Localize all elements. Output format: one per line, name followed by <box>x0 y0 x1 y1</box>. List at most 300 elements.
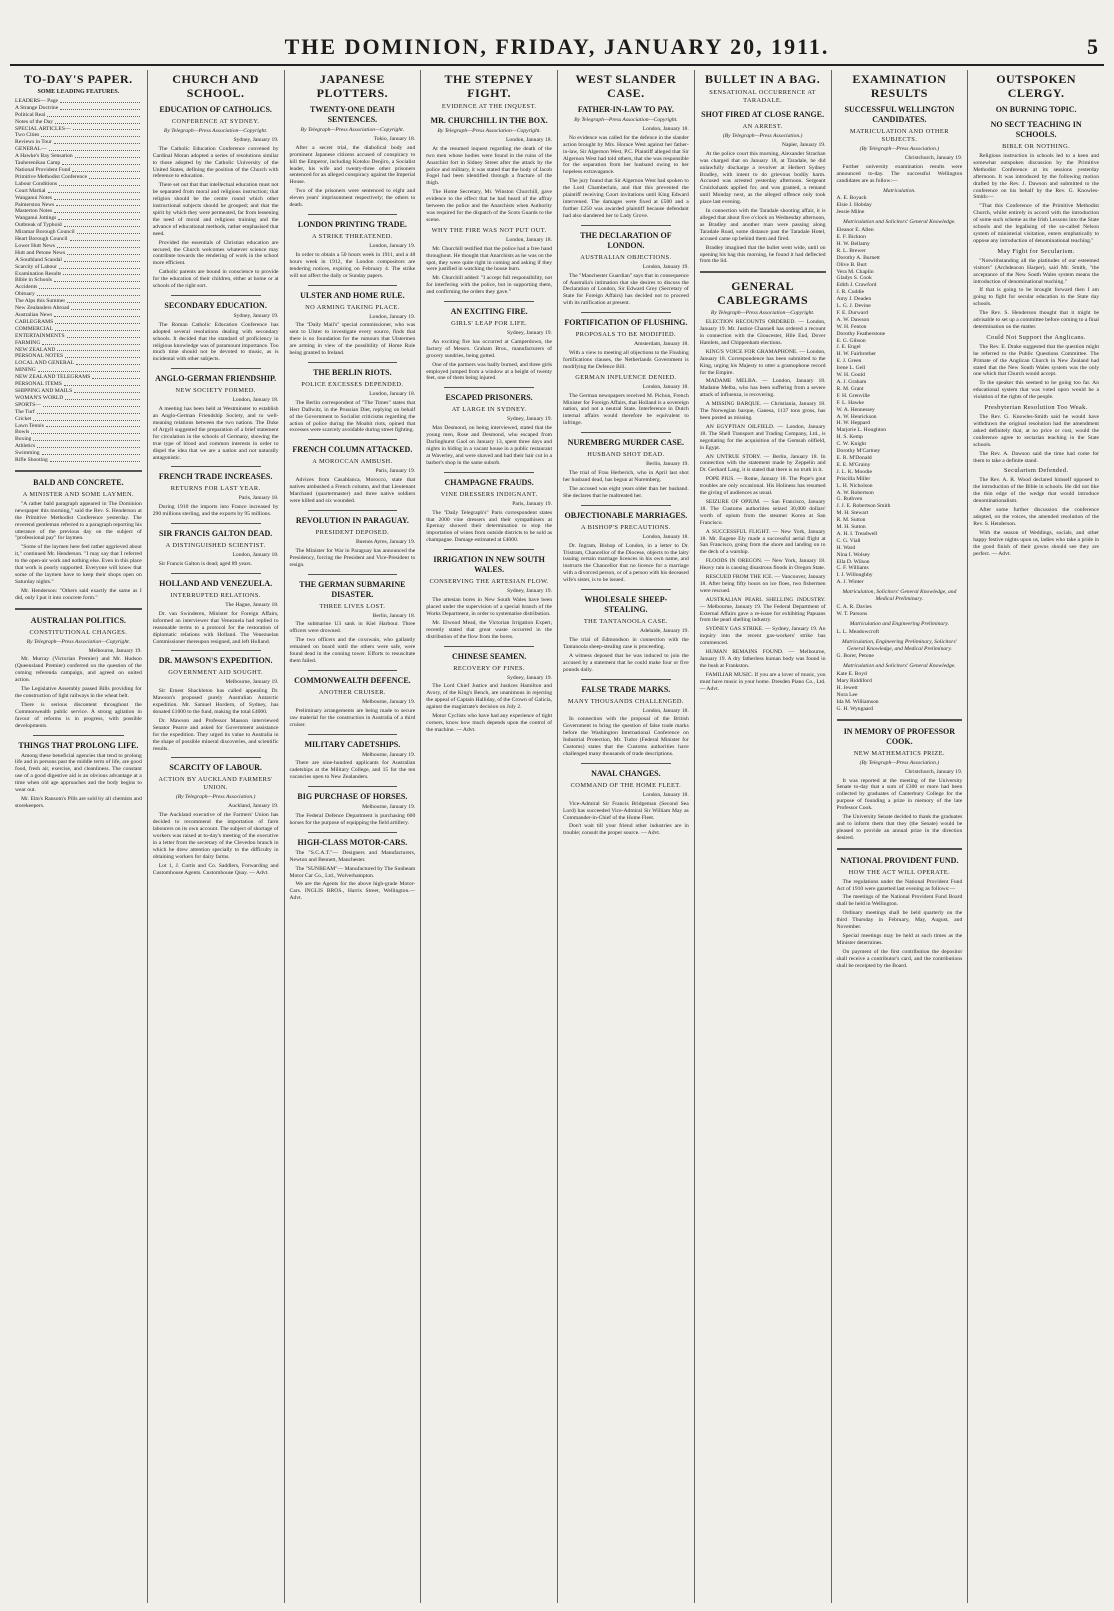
article-subhead: RETURNS FOR LAST YEAR. <box>170 485 261 493</box>
candidate-name: J. R. Cuddie <box>836 289 865 296</box>
article-subhead: NEW MATHEMATICS PRIZE. <box>853 749 945 757</box>
paragraph: One of the partners was badly burned, and three girls employed jumped from a window at a height of twenty feet, one of them being injured. <box>426 361 552 382</box>
masthead <box>10 30 1104 66</box>
paragraph: "That this Conference of the Primitive Methodist Church, whilst entirely in accord with the introduction of some such scheme as the Irish Lessons into the State schools and the legalising of the so-called Nelson system of ministerial visitation, enters emphatically to oppose any introduction of denominational teaching." <box>973 203 1099 244</box>
toc-item <box>15 119 142 126</box>
byline: By Telegraph—Press Association—Copyright. <box>574 117 678 123</box>
article-headline: NAVAL CHANGES. <box>591 768 661 778</box>
toc-item-label: New Zealanders Abroad <box>15 305 70 312</box>
paragraph: Mr. Churchill testified that the police had a free hand throughout. He thought that Anarchists as he was on the spot, they were quite right in coming and asking if they were justified in watching the house burn. <box>426 245 552 273</box>
divider <box>308 214 398 215</box>
cablegram-item: RESCUED FROM THE ICE. — Vancouver, January 18. After being fifty hours on ice floes, two fishermen were rescued. <box>699 574 826 594</box>
candidate-name: A. J. Graham <box>836 379 867 385</box>
paragraph: Advices from Casablanca, Morocco, state that natives ambushed a French column, and that Lieutenant Marchand (quartermaster) and three native soldiers were killed and six wounded. <box>289 477 416 504</box>
toc-item-label: LEADERS— Page <box>15 97 59 104</box>
toc-item-label: A Southland Scandal <box>15 256 62 263</box>
candidate-name: C. W. Knight <box>836 441 867 448</box>
article-subhead: HUSBAND SHOT DEAD. <box>587 451 665 459</box>
article-headline: BALD AND CONCRETE. <box>33 477 124 487</box>
toc-leader-dots <box>54 312 139 317</box>
column-outspoken-clergy <box>967 70 1104 1603</box>
toc-item <box>15 153 142 160</box>
toc-item-label: Wanganui Notes <box>15 194 52 201</box>
candidate-name: C. G. Viall <box>836 537 861 544</box>
toc-leader-dots <box>31 429 139 434</box>
toc-item-label: Reviews in Tour <box>15 139 52 146</box>
candidate-name: Nora Lee <box>836 691 858 698</box>
candidate-name: M. H. Sutton <box>836 524 866 531</box>
divider <box>444 549 534 550</box>
candidate-name: H. S. Kemp <box>836 434 863 441</box>
paragraph: Vice-Admiral Sir Francis Bridgeman (Second Sea Lord) has succeeded Vice-Admiral Sir William May as Commander-in-Chief of the Home Fleet. <box>563 800 689 821</box>
article-headline: MILITARY CADETSHIPS. <box>304 739 401 749</box>
toc-leader-dots <box>60 98 140 103</box>
toc-item-label: Accidents <box>15 284 38 291</box>
toc-item-label: Notes of the Day <box>15 118 54 125</box>
candidate-name: Mary Riddiford <box>836 678 872 685</box>
toc-item <box>15 353 142 360</box>
toc-item-label: Bible in Schools <box>15 277 52 284</box>
toc-item <box>15 250 142 257</box>
candidate-name: C. A. R. Davies <box>836 604 872 610</box>
toc-leader-dots <box>64 257 140 262</box>
cablegram-item: A SUCCESSFUL FLIGHT. — New York, January 18. Mr. Eugene Ely made a successful aerial flight at San Francisco, going from the shore and landing on to the deck of a warship. <box>699 528 826 556</box>
article-headline: AUSTRALIAN POLITICS. <box>30 615 126 625</box>
divider <box>308 832 398 833</box>
paragraph: The Rev. A. R. Wood declared himself opposed to the introduction of the Bible in schools. He did not like the thin edge of the wedge that would introduce denominationalism. <box>973 477 1099 505</box>
article-headline: SIR FRANCIS GALTON DEAD. <box>158 529 273 539</box>
toc-item <box>15 340 142 347</box>
results-group-label: Matriculation. <box>883 187 916 194</box>
divider <box>308 285 398 286</box>
toc-item-label: PERSONAL NOTES <box>15 353 64 360</box>
toc-item-label: Political Real <box>15 111 46 118</box>
article-headline: TWENTY-ONE DEATH SENTENCES. <box>310 105 395 124</box>
divider <box>33 735 124 736</box>
dateline: London, January 18. <box>642 125 689 132</box>
candidate-name: Jessie Milne <box>836 209 865 216</box>
toc-leader-dots <box>55 319 140 324</box>
toc-item-label: SPECIAL ARTICLES— <box>15 125 71 132</box>
paragraph: A witness deposed that he was induced to join the accused by a statement that he could make four or five pounds daily. <box>563 652 689 673</box>
toc-item-label: Miramar Borough Council <box>15 229 75 236</box>
toc-leader-dots <box>64 381 140 386</box>
paragraph: There is serious discontent throughout the Commonwealth public service. A strong agitation in favour of reforms is in progress, with possible developments. <box>15 701 142 729</box>
candidate-name: W. H. Gould <box>836 372 865 379</box>
paragraph: The University Senate decided to thank the graduates and to inform them that they (the Senate) would be pleased to provide an annual prize in the direction desired. <box>836 814 963 841</box>
dateline: Sydney, January 19. <box>506 416 552 423</box>
article-headline: WHOLESALE SHEEP-STEALING. <box>584 595 668 615</box>
toc-item <box>15 181 142 188</box>
divider <box>700 271 826 273</box>
paragraph: The Rev. S. Henderson thought that it might be advisable to set up a committee before coming to a final determination on the matter. <box>973 310 1099 330</box>
paragraph: The Legislative Assembly passed Bills providing for the construction of light railways in the wheat belt. <box>15 686 142 699</box>
paragraph: The submarine U3 sank in Kiel Harbour. Three officers were drowned. <box>289 621 416 635</box>
paragraph: The German newspapers received M. Pichon, French Minister for Foreign Affairs, that Holland is a sovereign nation, and not a neutral State. Interference in Dutch internal affairs would therefore be equivalent to infringe. <box>563 392 689 427</box>
toc-leader-dots <box>62 160 140 165</box>
columns <box>10 70 1104 1603</box>
article-subhead: BIBLE OR NOTHING. <box>1002 143 1071 150</box>
column-examination-results <box>831 70 968 1603</box>
toc-item-label: Masterton Notes <box>15 208 53 215</box>
results-group-label: Matriculation and Solicitors' General Knowledge. <box>843 219 956 226</box>
paragraph: The trial of Edmondson in connection with the Tantanoola sheep-stealing case is proceeding. <box>563 636 689 650</box>
toc-item-label: GENERAL— <box>15 146 47 153</box>
toc-item-label: A Hawke's Bay Sensation <box>15 153 73 160</box>
paragraph: The meetings of the National Provident Fund Board shall be held in Wellington. <box>836 894 963 908</box>
candidate-name: F. E. Durward <box>836 309 869 316</box>
toc-item-label: Heart Borough Council <box>15 236 68 243</box>
toc-leader-dots <box>72 167 139 172</box>
toc-leader-dots <box>75 153 140 158</box>
article-subhead: HOW THE ACT WILL OPERATE. <box>848 868 951 876</box>
article-headline: FATHER-IN-LAW TO PAY. <box>577 105 674 114</box>
toc-item-label: Outbreak of Typhoid <box>15 222 62 229</box>
toc-item-label: Australian News <box>15 312 53 318</box>
article-subhead: NEW SOCIETY FORMED. <box>175 387 256 395</box>
article-subhead: Could Not Support the Anglicans. <box>986 333 1086 341</box>
cablegram-item: SYDNEY GAS STRIKE. — Sydney, January 19. An inquiry into the recent gas-workers' strike has commenced. <box>699 626 826 647</box>
toc-item <box>15 229 142 236</box>
column-title: WEST SLANDER CASE. <box>575 72 677 100</box>
divider <box>308 510 398 511</box>
toc-item-label: MINING <box>15 367 36 374</box>
article-subhead: May Fight for Secularism. <box>997 247 1075 255</box>
divider <box>171 368 261 369</box>
toc-leader-dots <box>54 195 140 200</box>
dateline: Melbourne, January 19. <box>88 647 142 654</box>
toc-leader-dots <box>73 126 140 131</box>
toc-item <box>15 374 142 381</box>
paragraph: The Berlin correspondent of "The Times" states that Herr Dallwitz, in the Prussian Diet, replying on behalf of the Government to Socialist criticisms regarding the action of police during the Moabit riots, opined that excesses were scarcely avoidable during street fighting. <box>289 399 416 434</box>
toc-item <box>15 146 142 153</box>
candidate-name: G. Ruthven <box>836 496 863 503</box>
candidate-name: G. H. Wyngaard <box>836 705 874 712</box>
dateline: Sydney, January 19. <box>506 588 552 595</box>
dateline: London, January 19. <box>369 313 416 320</box>
cablegram-item: AN UNTRUE STORY. — Berlin, January 18. In connection with the statement made by Zeppelin and Dr. Gerhard Lang, it is stated that there is no truth in it. <box>699 453 826 474</box>
article-subhead: A BISHOP'S PRECAUTIONS. <box>581 523 671 531</box>
paragraph: The Catholic Education Conference convened by Cardinal Moran adopted a series of resolutions similar to those adopted by the Catholic University of the United States, defining the position of the Church with reference to education. <box>152 145 279 180</box>
article-headline: CHINESE SEAMEN. <box>452 651 527 661</box>
toc-leader-dots <box>54 139 140 144</box>
toc-leader-dots <box>41 132 139 137</box>
divider <box>444 472 534 473</box>
paragraph: Ordinary meetings shall be held quarterly on the third Thursday in February, May, August, and November. <box>836 910 963 931</box>
paragraph: No evidence was called for the defence in the slander action brought by Mrs. Horace West against her father-in-law, Sir Algernon West, P.C. Plaintiff alleged that Sir Algernon West had told others, that she was responsible for the separation from her husband owing to her hopeless extravagance. <box>563 134 689 176</box>
column-title: THE STEPNEY FIGHT. <box>444 72 534 100</box>
toc-item-label: Lower Hutt News <box>15 242 56 249</box>
dateline: Christchurch, January 19. <box>904 154 963 161</box>
toc-item <box>15 416 142 423</box>
toc-leader-dots <box>76 360 140 365</box>
article-headline: SUCCESSFUL WELLINGTON CANDIDATES. <box>844 105 955 124</box>
dateline: London, January 18. <box>369 390 416 397</box>
article-headline: FRENCH COLUMN ATTACKED. <box>292 445 413 455</box>
paragraph: The jury found that Sir Algernon West had spoken to the Lord Chamberlain, and that this prevented the plaintiff receiving Court invitations until King Edward intervened. The damages were fixed at £500 and a further £250 was awarded plaintiff because defendant had also slandered her to Lady Grove. <box>563 178 689 219</box>
cablegram-item: ELECTION RECOUNTS ORDERED. — London, January 19. Mr. Justice Channell has ordered a recount in connection with the Gloucester, Hile End, Dover Hamlets, and Chippenham elections. <box>699 319 826 346</box>
article-headline: ESCAPED PRISONERS. <box>445 393 533 403</box>
toc-item-label: Court Martial <box>15 187 46 194</box>
paragraph: Provided the essentials of Christian education are secured, the Church welcomes whatever science may contribute towards the rendering of work in the school more efficient. <box>152 239 279 267</box>
cablegram-item: A MISSING BARQUE. — Christiania, January 18. The Norwegian barque, Ganesa, 1137 tons gross, has been posted as missing. <box>699 401 826 421</box>
column-church-and-school <box>147 70 284 1603</box>
divider <box>581 312 671 313</box>
paragraph: Don't wait till your friend other industries are in trouble; consult the proper source. — Advt. <box>563 823 689 837</box>
dateline: Sydney, January 19. <box>506 330 552 337</box>
column-title: CHURCH AND SCHOOL. <box>172 72 259 100</box>
toc-leader-dots <box>92 374 139 379</box>
candidate-name: C. F. Williams <box>836 565 869 572</box>
article-headline: BIG PURCHASE OF HORSES. <box>297 792 408 802</box>
toc-leader-dots <box>33 416 139 421</box>
toc-item-label: Palmerston News <box>15 201 55 208</box>
column-west-slander-case <box>557 70 694 1603</box>
toc-leader-dots <box>55 119 140 124</box>
column-title: JAPANESE PLOTTERS. <box>316 72 389 100</box>
article-headline: LONDON PRINTING TRADE. <box>297 219 407 229</box>
toc-item <box>15 319 142 326</box>
byline: (By Telegraph—Press Association.) <box>859 146 940 152</box>
toc-leader-dots <box>64 222 140 227</box>
toc-heading: SOME LEADING FEATURES. <box>37 89 120 95</box>
candidate-name: M. H. Stewart <box>836 510 869 517</box>
dateline: Paris, January 18. <box>238 495 279 502</box>
toc-item-label: CABLEGRAMS <box>15 318 54 325</box>
candidate-name: E. J. Green <box>836 358 862 365</box>
toc-item <box>15 423 142 430</box>
divider <box>581 679 671 680</box>
toc-leader-dots <box>77 229 140 234</box>
toc-item-label: SHIPPING AND MAILS <box>15 387 73 394</box>
toc-item-label: Obituary <box>15 291 35 298</box>
candidate-name: E. R. M'Donald <box>836 454 872 461</box>
toc-item <box>15 312 142 319</box>
toc-item <box>15 360 142 367</box>
divider <box>308 786 398 787</box>
toc-item <box>15 271 142 278</box>
article-headline: SHOT FIRED AT CLOSE RANGE. <box>701 110 825 119</box>
article-subhead: COMMAND OF THE HOME FLEET. <box>570 781 682 789</box>
article-headline: SECONDARY EDUCATION. <box>164 300 267 310</box>
column-title: EXAMINATION RESULTS <box>852 72 947 100</box>
paragraph: The regulations under the National Provident Fund Act of 1910 were gazetted last evening as follows:— <box>836 878 963 892</box>
divider <box>581 763 671 764</box>
paragraph: "Notwithstanding all the platitudes of our esteemed visitors" (Archdeacon Harper), said Mr. Smith, "the acceptance of the New South Wales system means the introduction of denominational teaching." <box>973 257 1099 285</box>
toc-item-label: Athletics <box>15 443 36 450</box>
byline: By Telegraph—Press Association—Copyright. <box>300 127 405 133</box>
byline: By Telegraph—Press Association—Copyright. <box>437 128 541 134</box>
paragraph: Sir Ernest Shackleton has called appealing Dr. Mawson's proposed purely Australian Antarctic expedition. Mr. Samuel Hordern, of Sydney, has donated £1000 to the fund, making the total £4000. <box>152 688 279 716</box>
article-headline: MR. CHURCHILL IN THE BOX. <box>430 116 548 125</box>
toc-item-label: Tauherenikau Camp <box>15 160 61 167</box>
paragraph: Religious instruction in schools led to a keen and somewhat outspoken discussion by the Primitive Methodist Conference at its sessions yesterday afternoon. It was introduced by the following motion drafted by the Rev. J. Dawson and submitted to the conference on his behalf by the Rev. G. Knowles-Smith:— <box>973 153 1099 201</box>
article-subhead: AUSTRALIAN OBJECTIONS. <box>580 253 672 261</box>
paragraph: Motor Cyclists who have had any experience of tight corners, know how much depends upon the control of the machine. — Advt. <box>426 713 552 733</box>
toc-item-label: A Strange Doctrine <box>15 104 59 111</box>
paragraph: Catholic parents are bound in conscience to provide for the education of their children, either at home or at schools of the right sort. <box>152 269 279 290</box>
toc-leader-dots <box>67 298 140 303</box>
article-headline: THE BERLIN RIOTS. <box>313 367 392 377</box>
toc-item <box>15 450 142 457</box>
article-headline: HOLLAND AND VENEZUELA. <box>159 578 273 588</box>
paragraph: On payment of the first contribution the depositor shall receive a contributor's card, and the contributions shall be receipted by the Board. <box>836 948 963 969</box>
candidate-name: A. W. Henrickson <box>836 413 877 420</box>
candidate-name: H. W. Fairbrother <box>836 351 876 358</box>
toc-leader-dots <box>63 271 139 276</box>
article-subhead: Secularism Defended. <box>1003 467 1069 475</box>
dateline: Paris, January 19. <box>512 500 552 507</box>
cablegram-item: FAMILIAR MUSIC. If you are a lover of music, you must have music in your home. Dresden Piano Co., Ltd. — Advt. <box>699 671 826 692</box>
toc-item-label: Bowls <box>15 429 30 436</box>
toc-item <box>15 277 142 284</box>
toc-leader-dots <box>37 443 140 448</box>
article-subhead: INTERRUPTED RELATIONS. <box>170 591 261 599</box>
divider <box>15 470 142 472</box>
dateline: Sydney, January 19. <box>506 674 552 681</box>
toc-leader-dots <box>60 105 140 110</box>
candidate-name: L. H. Nicholson <box>836 482 873 489</box>
toc-item <box>15 381 142 388</box>
divider <box>171 295 261 296</box>
dateline: Auckland, January 19. <box>228 803 279 810</box>
dateline: London, January 18. <box>506 136 552 143</box>
divider <box>171 573 261 574</box>
paragraph: The artesian bores in New South Wales have been placed under the supervision of a special branch of the Works Department, in order to systematise distribution. <box>426 597 552 617</box>
toc-item <box>15 291 142 298</box>
toc-item-label: The Alps this Summer <box>15 298 66 305</box>
toc-item <box>15 215 142 222</box>
dateline: Melbourne, January 19. <box>362 751 416 758</box>
candidate-name: Dorothy Featherstone <box>836 330 886 337</box>
dateline: Sydney, January 19. <box>233 312 279 319</box>
paragraph: The Lord Chief Justice and Justices Hamilton and Avory, of the King's Bench, are unanimous in rejecting the appeal of Captain Halliday, of the Crown of Galicia, against the magistrate's decision on July 2. <box>426 683 552 711</box>
toc-leader-dots <box>67 250 140 255</box>
paragraph: Special meetings may be held at such times as the Minister determines. <box>836 933 963 946</box>
toc-leader-dots <box>54 208 140 213</box>
candidate-name: Edith J. Crawford <box>836 282 877 289</box>
candidate-name: Gladys S. Cook <box>836 275 872 282</box>
article-subhead: RECOVERY OF FINES. <box>453 664 526 672</box>
candidate-name: L. G. J. Devine <box>836 303 871 310</box>
toc-item <box>15 222 142 229</box>
toc-item <box>15 174 142 181</box>
toc-item-label: Examination Results <box>15 270 62 277</box>
cablegram-list <box>700 319 826 692</box>
toc-item <box>15 284 142 291</box>
toc-item <box>15 305 142 312</box>
toc-leader-dots <box>59 181 140 186</box>
paragraph: A meeting has been held at Westminster to establish an Anglo-German Friendship Society, and to well-meaning relations between the two nations. The Duke of Argyll suggested the preparation of a brief statement for circulation in the schools of Germany, showing the true type of blood and common interests in order to dispel the idea that we are a nation and not naturally antagonistic. <box>152 406 279 461</box>
paragraph: The Home Secretary, Mr. Winston Churchill, gave evidence to the effect that he had heard of the affray between the police and the Anarchists when Authority was required for the dispatch of the Scots Guards to the scene. <box>426 189 552 223</box>
candidate-name: Ida M. Williamson <box>836 698 879 705</box>
article-subhead: SENSATIONAL OCCURRENCE AT TARADALE. <box>709 89 816 104</box>
divider <box>171 650 261 651</box>
paragraph: Max Desmond, on being interviewed, stated that the young men, Rose and Desmond, who escaped from Darlinghurst Gaol on January 13, spent three days and nights in hiding in a vacant house in a public restaurant at Waverley, and were shaved and had their hair cut in a barber's shop in the same suburb. <box>426 425 552 466</box>
paragraph: Lot 1, J. Curtis and Co. Saddlers, Forwarding and Customhouse Agents. Customhouse Quay. — Advt. <box>152 862 279 876</box>
paragraph: Bradley imagined that the bullet went wide, until on opening his bag this morning, he found it had deflected from the lid. <box>699 244 826 265</box>
paragraph: The "Daily Telegraph's" Paris correspondent states that 2000 vine dressers and their sympathisers at Epernay showed their determination to stop the importation of wines from outside districts to be sold as champagne. Damage estimated at £4000. <box>426 509 552 544</box>
toc-item <box>15 402 142 409</box>
byline: (By Telegraph—Press Association.) <box>859 759 940 766</box>
article-subhead: Presbyterian Resolution Too Weak. <box>984 404 1088 412</box>
paragraph: With a view to meeting all objections to the Flushing fortifications clauses, the Netherlands Government is modifying the Defence Bill. <box>563 350 689 370</box>
toc-leader-dots <box>46 423 140 428</box>
dateline: Adelaide, January 19. <box>639 628 689 635</box>
toc-item <box>15 395 142 402</box>
candidate-name: Olive B. Burt <box>836 261 867 268</box>
paragraph: Sir Francis Galton is dead; aged 89 years. <box>158 561 252 568</box>
toc-item-label: Rifle Shooting <box>15 457 48 464</box>
toc-item <box>15 139 142 146</box>
paragraph: Preliminary arrangements are being made to secure raw material for the construction in Australia of a third cruiser. <box>289 707 416 728</box>
article-body <box>15 501 142 602</box>
candidate-name: Elsie J. Hobday <box>836 202 872 209</box>
divider <box>308 362 398 363</box>
toc-item-label: SPORTS— <box>15 401 41 408</box>
article-headline: ON BURNING TOPIC. <box>995 105 1077 114</box>
candidate-name: J. L. K. Moodie <box>836 468 872 475</box>
toc-leader-dots <box>37 409 140 414</box>
toc-leader-dots <box>50 457 140 462</box>
dateline: Melbourne, January 19. <box>362 804 416 811</box>
article-subhead: THE TANTANOOLA CASE. <box>583 618 668 626</box>
toc-item-label: Wanganui Jottings <box>15 215 57 222</box>
candidate-name: A. E. Boyack <box>836 195 867 202</box>
section-title: GENERAL CABLEGRAMS <box>717 279 809 308</box>
candidate-name: F. H. Grenville <box>836 392 870 399</box>
dateline: London, January 18. <box>506 236 552 243</box>
toc-leader-dots <box>65 353 140 358</box>
dateline: Tokio, January 18. <box>373 135 416 142</box>
toc-leader-dots <box>37 291 140 296</box>
cablegram-item: AUSTRALIAN PEARL SHELLING INDUSTRY. — Melbourne, January 19. The Federal Department of External Affairs gave a re-issue for exhibiting Papuans from the pearl shelling industry. <box>699 596 826 624</box>
article-subhead: POLICE EXCESSES DEPENDED. <box>301 380 404 388</box>
toc-item-label: Primitive Methodist Conference <box>15 173 88 180</box>
paragraph: "A rather bald paragraph appeared in The Dominion newspaper this morning," said the Rev. S. Henderson at the Primitive Methodist Conference yesterday. The reverend gentleman referred to a paragraph reporting his utterance of the previous day on the subject of "professional pay" for laymen. <box>15 500 142 542</box>
article-headline: EDUCATION OF CATHOLICS. <box>159 105 272 114</box>
toc-item-label: NEW ZEALAND <box>15 346 56 353</box>
toc-item-label: Swimming <box>15 450 40 457</box>
toc-item-label: Scarcity of Labour <box>15 263 57 270</box>
paragraph: In connection with the Taradale shooting affair, it is alleged that about five o'clock on Wednesday afternoon, as Bradley and another man were passing along Taradale Road, some distance past the Taradale Hotel, accused came up behind them and fired. <box>699 208 826 242</box>
toc-leader-dots <box>42 340 139 345</box>
article-subhead: A MOROCCAN AMBUSH. <box>312 458 393 466</box>
divider <box>581 505 671 506</box>
divider <box>308 439 398 440</box>
divider <box>581 589 671 590</box>
toc-leader-dots <box>47 112 139 117</box>
toc-item-label: Cricket <box>15 415 32 422</box>
toc-item <box>15 236 142 243</box>
paragraph: Among these beneficial agencies that tend to prolong life and in persons past the middle term of life, are good food, fresh air, exercise, and cleanliness. The constant use of a good digestive aid is an obvious advantage at a time when old age approaches and the body begins to wear out. <box>15 752 142 794</box>
byline: By Telegraph—Press Association—Copyright. <box>163 128 268 134</box>
toc-item-label: Two Cities <box>15 132 40 139</box>
candidate-name: A. W. Robertson <box>836 489 874 496</box>
dateline: London, January 19. <box>642 263 689 270</box>
toc-item-label: ENTERTAINMENTS <box>15 332 65 339</box>
article-subhead: A DISTINGUISHED SCIENTIST. <box>165 542 266 550</box>
dateline: Melbourne, January 19. <box>225 679 279 686</box>
article-subhead: CONSTITUTIONAL CHANGES. <box>29 628 128 636</box>
candidate-name: G. Borer, Petone <box>836 653 874 660</box>
toc-item <box>15 429 142 436</box>
cablegram-item: AN EGYPTIAN OILFIELD. — London, January 18. The Shell Transport and Trading Company, Ltd., is negotiating for the acquisition of the Gemsah oilfield, in Egypt. <box>699 423 826 451</box>
candidate-name: R. M. Grant <box>836 385 864 392</box>
dateline: Buenos Ayres, January 19. <box>355 538 416 545</box>
paragraph: An exciting fire has occurred at Camperdown, the factory of Messrs. Graham Bros., manufacturers of grocery sundries, being gutted. <box>426 338 552 359</box>
candidate-name: Vera M. Chaplin <box>836 268 874 275</box>
